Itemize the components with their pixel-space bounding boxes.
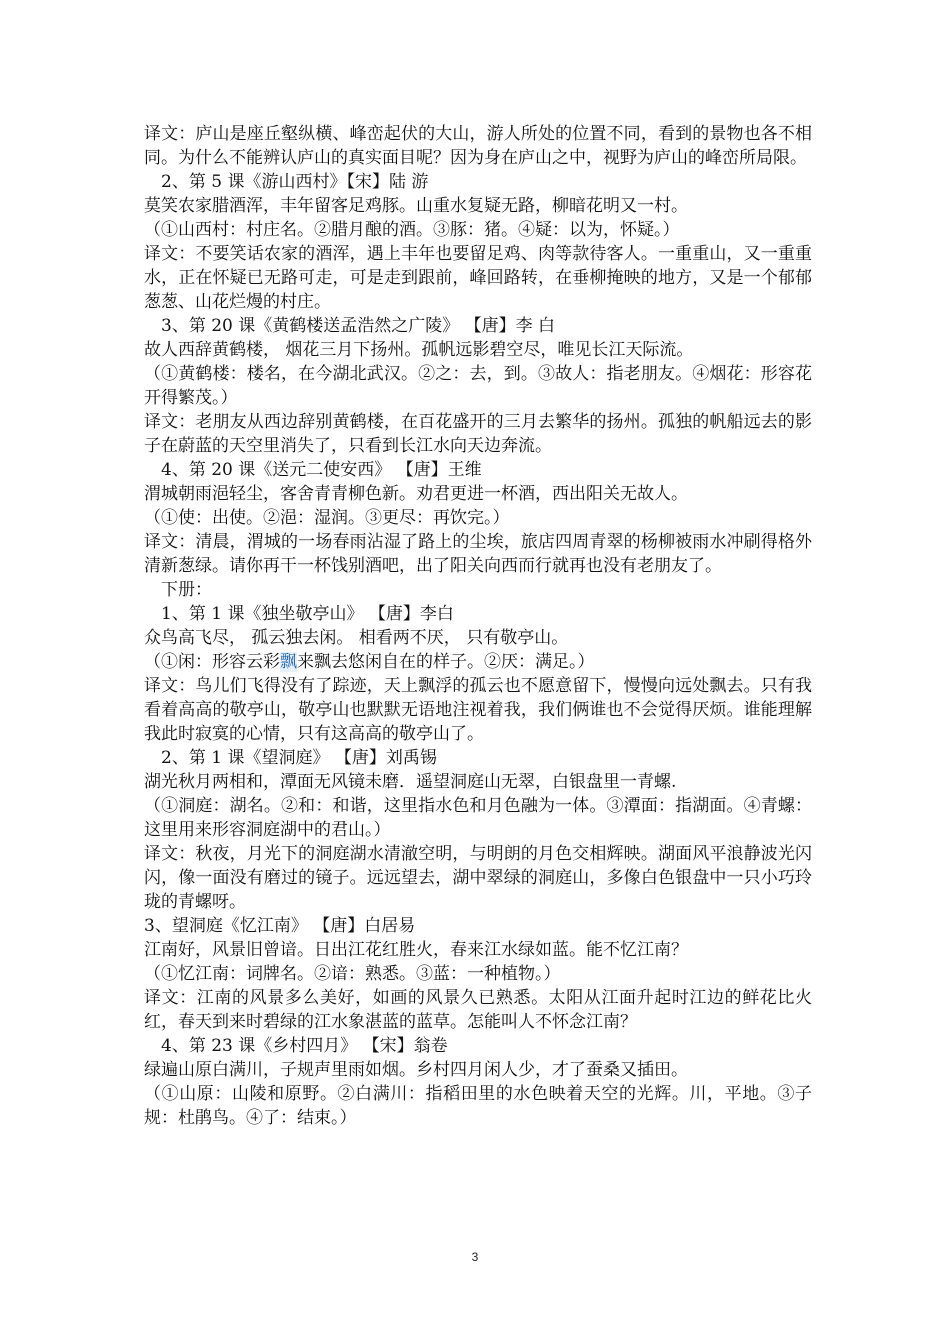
translation-paragraph: 译文：老朋友从西边辞别黄鹤楼，在百花盛开的三月去繁华的扬州。孤独的帆船远去的影子在蔚蓝的天空里消失了，只看到长江水向天边奔流。	[144, 412, 812, 456]
annotation-note: （①山西村：村庄名。②腊月酿的酒。③豚：猪。④疑：以为，怀疑。）	[144, 220, 680, 240]
highlighted-word: 飘	[280, 652, 297, 672]
annotation-note: （①黄鹤楼：楼名，在今湖北武汉。②之：去，到。③故人：指老朋友。④烟花：形容花开得繁茂。）	[144, 364, 812, 408]
translation-paragraph: 译文：江南的风景多么美好，如画的风景久已熟悉。太阳从江面升起时江边的鲜花比火红，春天到来时碧绿的江水象湛蓝的蓝草。怎能叫人不怀念江南？	[144, 988, 812, 1032]
translation-paragraph: 译文：不要笑话农家的酒浑，遇上丰年也要留足鸡、肉等款待客人。一重重山，又一重重水，正在怀疑已无路可走，可是走到跟前，峰回路转，在垂柳掩映的地方，又是一个郁郁葱葱、山花烂熳的村庄。	[144, 244, 812, 312]
lesson-heading: 1、第 1 课《独坐敬亭山》 【唐】李白	[161, 604, 454, 624]
translation-paragraph: 译文：秋夜，月光下的洞庭湖水清澈空明，与明朗的月色交相辉映。湖面风平浪静波光闪闪，像一面没有磨过的镜子。远远望去，湖中翠绿的洞庭山，多像白色银盘中一只小巧玲珑的青螺呀。	[144, 844, 812, 912]
annotation-note: （①洞庭：湖名。②和：和谐，这里指水色和月色融为一体。③潭面：指湖面。④青螺：这里用来形容洞庭湖中的君山。）	[144, 796, 812, 840]
annotation-note-head: （①闲：形容云彩	[144, 652, 280, 672]
lesson-heading: 4、第 23 课《乡村四月》 【宋】翁卷	[161, 1036, 448, 1056]
poem-text: 众鸟高飞尽， 孤云独去闲。 相看两不厌， 只有敬亭山。	[144, 628, 569, 648]
poem-text: 绿遍山原白满川，子规声里雨如烟。乡村四月闲人少，才了蚕桑又插田。	[144, 1060, 688, 1080]
lesson-heading: 4、第 20 课《送元二使安西》 【唐】王维	[161, 460, 482, 480]
poem-text: 江南好，风景旧曾谙。日出江花红胜火，春来江水绿如蓝。能不忆江南？	[144, 940, 688, 960]
annotation-note: （①忆江南：词牌名。②谙：熟悉。③蓝：一种植物。）	[144, 964, 561, 984]
document-body	[144, 122, 812, 1130]
lesson-heading: 2、第 1 课《望洞庭》 【唐】刘禹锡	[161, 748, 437, 768]
lesson-heading: 2、第 5 课《游山西村》【宋】陆 游	[161, 172, 429, 192]
annotation-note	[144, 650, 812, 674]
section-heading: 下册：	[161, 580, 212, 600]
poem-text: 渭城朝雨浥轻尘，客舍青青柳色新。劝君更进一杯酒，西出阳关无故人。	[144, 484, 688, 504]
translation-paragraph: 译文：清晨，渭城的一场春雨沾湿了路上的尘埃，旅店四周青翠的杨柳被雨水冲刷得格外清新葱绿。请你再干一杯饯别酒吧，出了阳关向西而行就再也没有老朋友了。	[144, 532, 812, 576]
poem-text: 故人西辞黄鹤楼， 烟花三月下扬州。孤帆远影碧空尽，唯见长江天际流。	[144, 340, 694, 360]
annotation-note: （①使：出使。②浥：湿润。③更尽：再饮完。）	[144, 508, 510, 528]
poem-text: 湖光秋月两相和，潭面无风镜未磨．遥望洞庭山无翠，白银盘里一青螺.	[144, 772, 677, 792]
annotation-note: （①山原：山陵和原野。②白满川：指稻田里的水色映着天空的光辉。川，平地。③子规：杜鹃鸟。④了：结束。）	[144, 1084, 812, 1128]
translation-paragraph: 译文：鸟儿们飞得没有了踪迹，天上飘浮的孤云也不愿意留下，慢慢向远处飘去。只有我看着高高的敬亭山，敬亭山也默默无语地注视着我，我们俩谁也不会觉得厌烦。谁能理解我此时寂寞的心情，只有这高高的敬亭山了。	[144, 676, 812, 744]
page-number: 3	[471, 1250, 479, 1264]
translation-paragraph: 译文：庐山是座丘壑纵横、峰峦起伏的大山，游人所处的位置不同，看到的景物也各不相同。为什么不能辨认庐山的真实面目呢？因为身在庐山之中，视野为庐山的峰峦所局限。	[144, 124, 812, 168]
lesson-heading: 3、第 20 课《黄鹤楼送孟浩然之广陵》 【唐】李 白	[161, 316, 556, 336]
poem-text: 莫笑农家腊酒浑，丰年留客足鸡豚。山重水复疑无路，柳暗花明又一村。	[144, 196, 688, 216]
lesson-heading: 3、望洞庭《忆江南》 【唐】白居易	[144, 916, 416, 936]
annotation-note-tail: 来飘去悠闲自在的样子。②厌：满足。）	[297, 652, 595, 672]
